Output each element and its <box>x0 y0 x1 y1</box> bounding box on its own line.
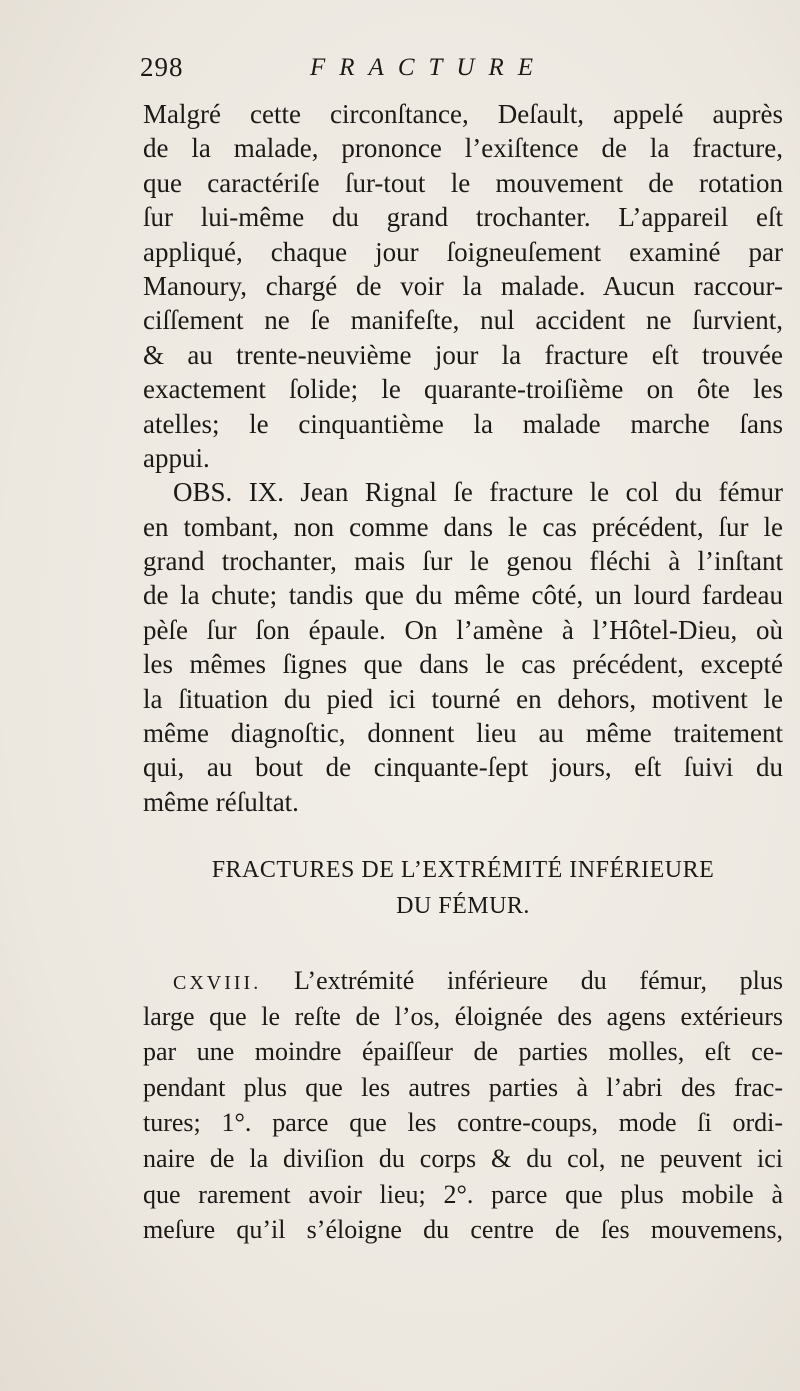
text-line: de la chute; tandis que du même côté, un lourd fardeau <box>143 580 783 611</box>
text-line: appui. <box>143 442 210 473</box>
text-line: qui, au bout de cinquante-ſept jours, eſt ſuivi du <box>143 752 783 783</box>
text-line: naire de la diviſion du corps & du col, ne peuvent ici <box>143 1143 783 1173</box>
text-line: ciſſement ne ſe manifeſte, nul accident ne ſurvient, <box>143 305 783 336</box>
text-line: pendant plus que les autres parties à l’abri des frac- <box>143 1072 783 1102</box>
text-line: appliqué, chaque jour ſoigneuſement examiné par <box>143 236 783 267</box>
text-line: meſure qu’il s’éloigne du centre de ſes mouvemens, <box>143 1215 783 1245</box>
text-line: & au trente-neuvième jour la fracture eſt trouvée <box>143 339 783 370</box>
text-line: pèſe ſur ſon épaule. On l’amène à l’Hôtel-Dieu, où <box>143 614 783 645</box>
page-number: 298 <box>140 52 184 82</box>
text-line: de la malade, prononce l’exiſtence de la fracture, <box>143 133 783 164</box>
paragraph-2 <box>143 475 783 819</box>
paragraph-3 <box>143 963 783 1248</box>
text-line: Manoury, chargé de voir la malade. Aucun raccour- <box>143 270 783 301</box>
running-title: FRACTURE <box>310 54 547 81</box>
text-line-rest: L’extrémité inférieure du fémur, plus <box>293 966 784 995</box>
text-line: que rarement avoir lieu; 2°. parce que plus mobile à <box>143 1179 783 1209</box>
text-line <box>143 963 783 999</box>
text-line: les mêmes ſignes que dans le cas précédent, excepté <box>143 649 783 680</box>
section-heading-line-2: DU FÉMUR. <box>396 893 530 919</box>
text-line: OBS. IX. Jean Rignal ſe fracture le col du fémur <box>173 477 783 508</box>
text-line: large que le reſte de l’os, éloignée des agens extérieurs <box>143 1001 783 1031</box>
text-line: ſur lui-même du grand trochanter. L’appareil eſt <box>143 202 783 233</box>
text-line: exactement ſolide; le quarante-troiſième on ôte les <box>143 374 783 405</box>
text-line: atelles; le cinquantième la malade marche ſans <box>143 408 783 439</box>
text-line: en tombant, non comme dans le cas précédent, ſur le <box>143 511 783 542</box>
text-line: que caractériſe ſur-tout le mouvement de rotation <box>143 167 783 198</box>
section-heading-line-1: FRACTURES DE L’EXTRÉMITÉ INFÉRIEURE <box>211 857 715 883</box>
text-line: tures; 1°. parce que les contre-coups, mode ſi ordi- <box>143 1108 783 1138</box>
section-number: CXVIII. <box>173 972 262 994</box>
body-text <box>143 97 783 819</box>
text-line: par une moindre épaiſſeur de parties molles, eſt ce- <box>143 1037 783 1067</box>
paragraph-1 <box>143 97 783 475</box>
page-header <box>140 52 780 92</box>
text-line: la ſituation du pied ici tourné en dehors, motivent le <box>143 683 783 714</box>
text-line: grand trochanter, mais ſur le genou fléchi à l’inſtant <box>143 546 783 577</box>
text-line: même réſultat. <box>143 786 299 817</box>
text-line: même diagnoſtic, donnent lieu au même traitement <box>143 718 783 749</box>
text-line: Malgré cette circonſtance, Deſault, appelé auprès <box>143 99 783 129</box>
